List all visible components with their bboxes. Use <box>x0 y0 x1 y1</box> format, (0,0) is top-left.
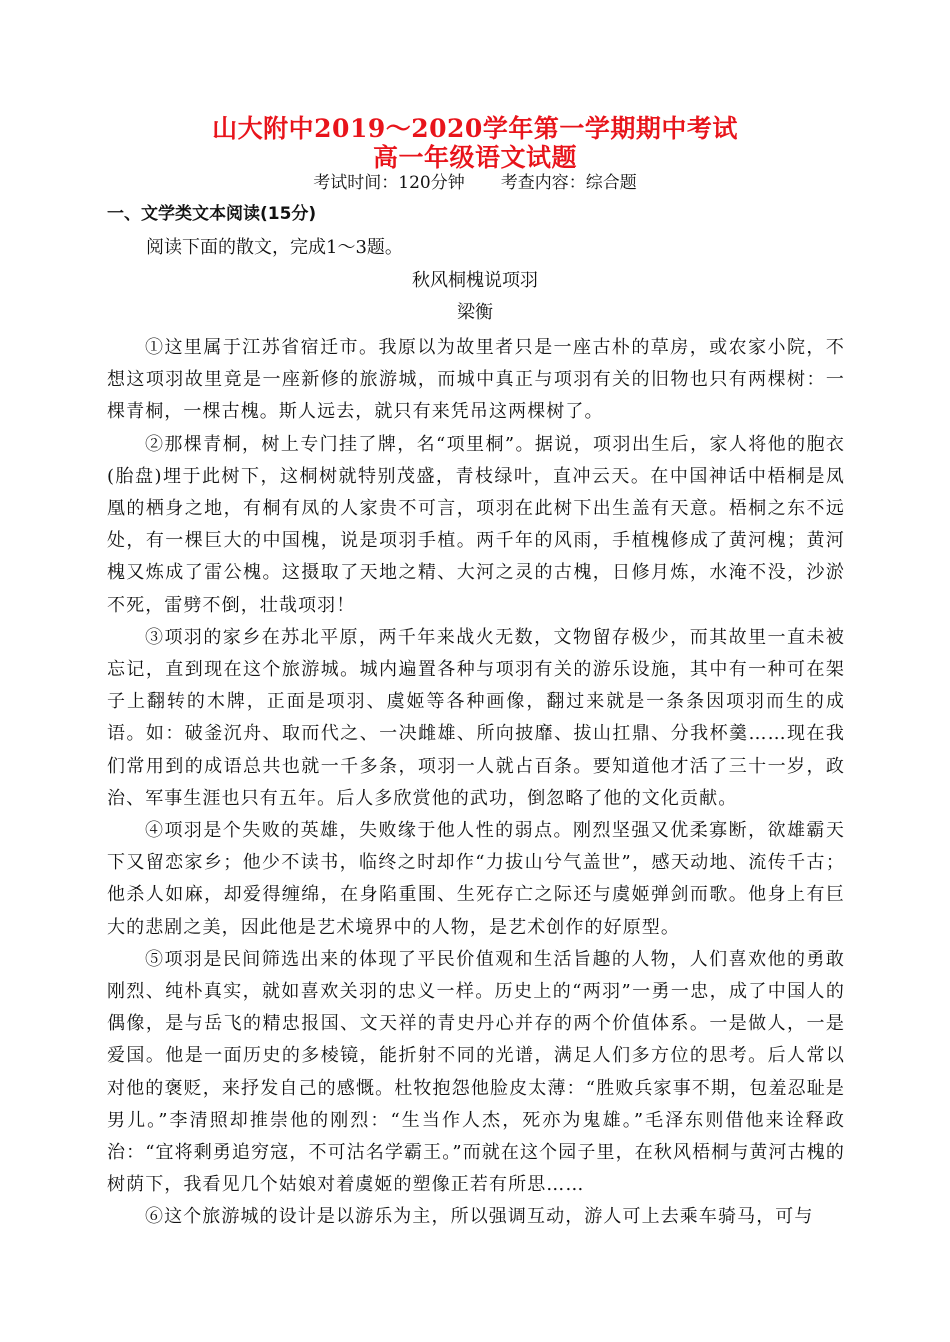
section-instruction: 阅读下面的散文，完成1～3题。 <box>146 237 403 258</box>
essay-paragraph: ③项羽的家乡在苏北平原，两千年来战火无数，文物留存极少，而其故里一直未被忘记，直到现在这个旅游城。城内遍置各种与项羽有关的游乐设施，其中有一种可在架子上翻转的木牌，正面是项羽、虞姬等各种画像，翻过来就是一条条因项羽而生的成语。如：破釜沉舟、取而代之、一决雌雄、所向披靡、拔山扛鼎、分我杯羹……现在我们常用到的成语总共也就一千多条，项羽一人就占百条。要知道他才活了三十一岁，政治、军事生涯也只有五年。后人多欣赏他的武功，倒忽略了他的文化贡献。 <box>107 626 845 809</box>
exam-meta <box>0 172 950 194</box>
essay-paragraph: ①这里属于江苏省宿迁市。我原以为故里者只是一座古朴的草房，或农家小院，不想这项羽故里竟是一座新修的旅游城，而城中真正与项羽有关的旧物也只有两棵树：一棵青桐，一棵古槐。斯人远去，就只有来凭吊这两棵树了。 <box>107 337 845 423</box>
essay-title: 秋风桐槐说项羽 <box>412 270 538 291</box>
exam-scope: 考查内容：综合题 <box>500 173 637 193</box>
essay-paragraph: ⑥这个旅游城的设计是以游乐为主，所以强调互动，游人可上去乘车骑马，可与 <box>145 1206 814 1228</box>
exam-title: 山大附中2019～2020学年第一学期期中考试 <box>212 114 738 143</box>
essay-author: 梁衡 <box>457 302 493 323</box>
exam-subtitle: 高一年级语文试题 <box>372 143 577 172</box>
essay-paragraph: ⑤项羽是民间筛选出来的体现了平民价值观和生活旨趣的人物，人们喜欢他的勇敢刚烈、纯朴真实，就如喜欢关羽的忠义一样。历史上的“两羽”一勇一忠，成了中国人的偶像，是与岳飞的精忠报国、文天祥的青史丹心并存的两个价值体系。一是做人，一是爱国。他是一面历史的多棱镜，能折射不同的光谱，满足人们多方位的思考。后人常以对他的褒贬，来抒发自己的感慨。杜牧抱怨他脸皮太薄：“胜败兵家事不期，包羞忍耻是男儿。”李清照却推崇他的刚烈：“生当作人杰，死亦为鬼雄。”毛泽东则借他来诠释政治：“宜将剩勇追穷寇，不可沽名学霸王。”而就在这个园子里，在秋风梧桐与黄河古槐的树荫下，我看见几个姑娘对着虞姬的塑像正若有所思…… <box>107 948 845 1196</box>
essay-paragraph: ④项羽是个失败的英雄，失败缘于他人性的弱点。刚烈坚强又优柔寡断，欲雄霸天下又留恋家乡；他少不读书，临终之时却作“力拔山兮气盖世”，感天动地、流传千古；他杀人如麻，却爱得缠绵，在身陷重围、生死存亡之际还与虞姬弹剑而歌。他身上有巨大的悲剧之美，因此他是艺术境界中的人物，是艺术创作的好原型。 <box>107 820 845 938</box>
essay-paragraph: ②那棵青桐，树上专门挂了牌，名“项里桐”。据说，项羽出生后，家人将他的胞衣(胎盘)埋于此树下，这桐树就特别茂盛，青枝绿叶，直冲云天。在中国神话中梧桐是凤凰的栖身之地，有桐有凤的人家贵不可言，项羽在此树下出生盖有天意。梧桐之东不远处，有一棵巨大的中国槐，说是项羽手植。两千年的风雨，手植槐修成了黄河槐；黄河槐又炼成了雷公槐。这摄取了天地之精、大河之灵的古槐，日修月炼，水淹不没，沙淤不死，雷劈不倒，壮哉项羽！ <box>107 433 845 616</box>
exam-time: 考试时间：120分钟 <box>313 173 465 193</box>
section-heading: 一、文学类文本阅读(15分) <box>107 204 317 224</box>
essay-body <box>107 332 845 1234</box>
